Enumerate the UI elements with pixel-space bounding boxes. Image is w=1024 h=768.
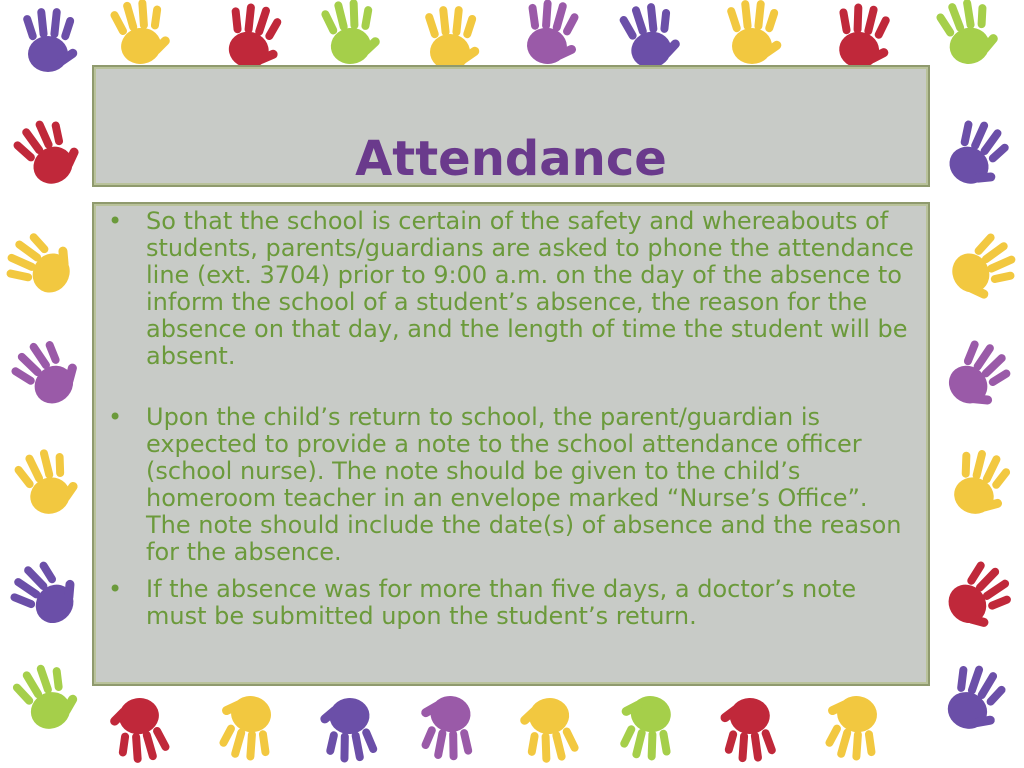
handprint-icon: [10, 442, 85, 522]
handprint-icon: [4, 329, 89, 415]
bullet-marker: •: [108, 575, 123, 603]
handprint-icon: [319, 0, 384, 67]
handprint-icon: [7, 110, 88, 194]
bullet-list: [108, 208, 914, 630]
handprint-icon: [105, 694, 172, 767]
handprint-icon: [317, 696, 379, 765]
bullet-marker: •: [108, 207, 123, 235]
handprint-icon: [22, 8, 79, 72]
handprint-icon: [220, 0, 289, 74]
handprint-icon: [944, 443, 1019, 523]
handprint-icon: [718, 697, 777, 763]
handprint-icon: [518, 0, 585, 69]
handprint-icon: [831, 1, 896, 73]
handprint-icon: [416, 693, 478, 762]
handprint-icon: [937, 333, 1022, 419]
handprint-icon: [933, 0, 1005, 70]
handprint-icon: [516, 695, 581, 767]
list-item: [108, 576, 914, 630]
bullet-marker: •: [108, 403, 123, 431]
bullet-text: Upon the child’s return to school, the parent/guardian is expected to provide a note to the school attendance officer (school nurse). The note should be given to the child’s homeroom teacher in an envelope marked “Nurse’s Office”. The note should include the date(s) of absence and the reason for the absence.: [146, 403, 902, 566]
handprint-icon: [937, 554, 1023, 639]
handprint-icon: [108, 0, 175, 68]
handprint-icon: [942, 227, 1024, 308]
list-item: [108, 208, 914, 370]
handprint-icon: [938, 112, 1019, 196]
slide-title: Attendance: [355, 131, 667, 187]
list-item: [108, 404, 914, 566]
handprint-icon: [424, 6, 481, 70]
handprint-icon: [818, 691, 885, 764]
content-box: [92, 202, 930, 686]
handprint-icon: [0, 223, 82, 304]
title-box: [92, 65, 930, 187]
handprint-icon: [614, 692, 679, 764]
bullet-text: If the absence was for more than five days, a doctor’s note must be submitted upon the student’s return.: [146, 575, 857, 630]
bullet-text: So that the school is certain of the safety and whereabouts of students, parents/guardians are asked to phone the attendance line (ext. 3704) prior to 9:00 a.m. on the day of the absence to inform the school of a student’s absence, the reason for the absence on that day, and the length of time the student will be absent.: [146, 207, 914, 370]
handprint-icon: [3, 550, 89, 635]
handprint-icon: [726, 0, 783, 64]
handprint-icon: [936, 658, 1015, 740]
handprint-icon: [212, 691, 279, 764]
handprint-icon: [8, 655, 87, 737]
handprint-icon: [616, 0, 685, 73]
